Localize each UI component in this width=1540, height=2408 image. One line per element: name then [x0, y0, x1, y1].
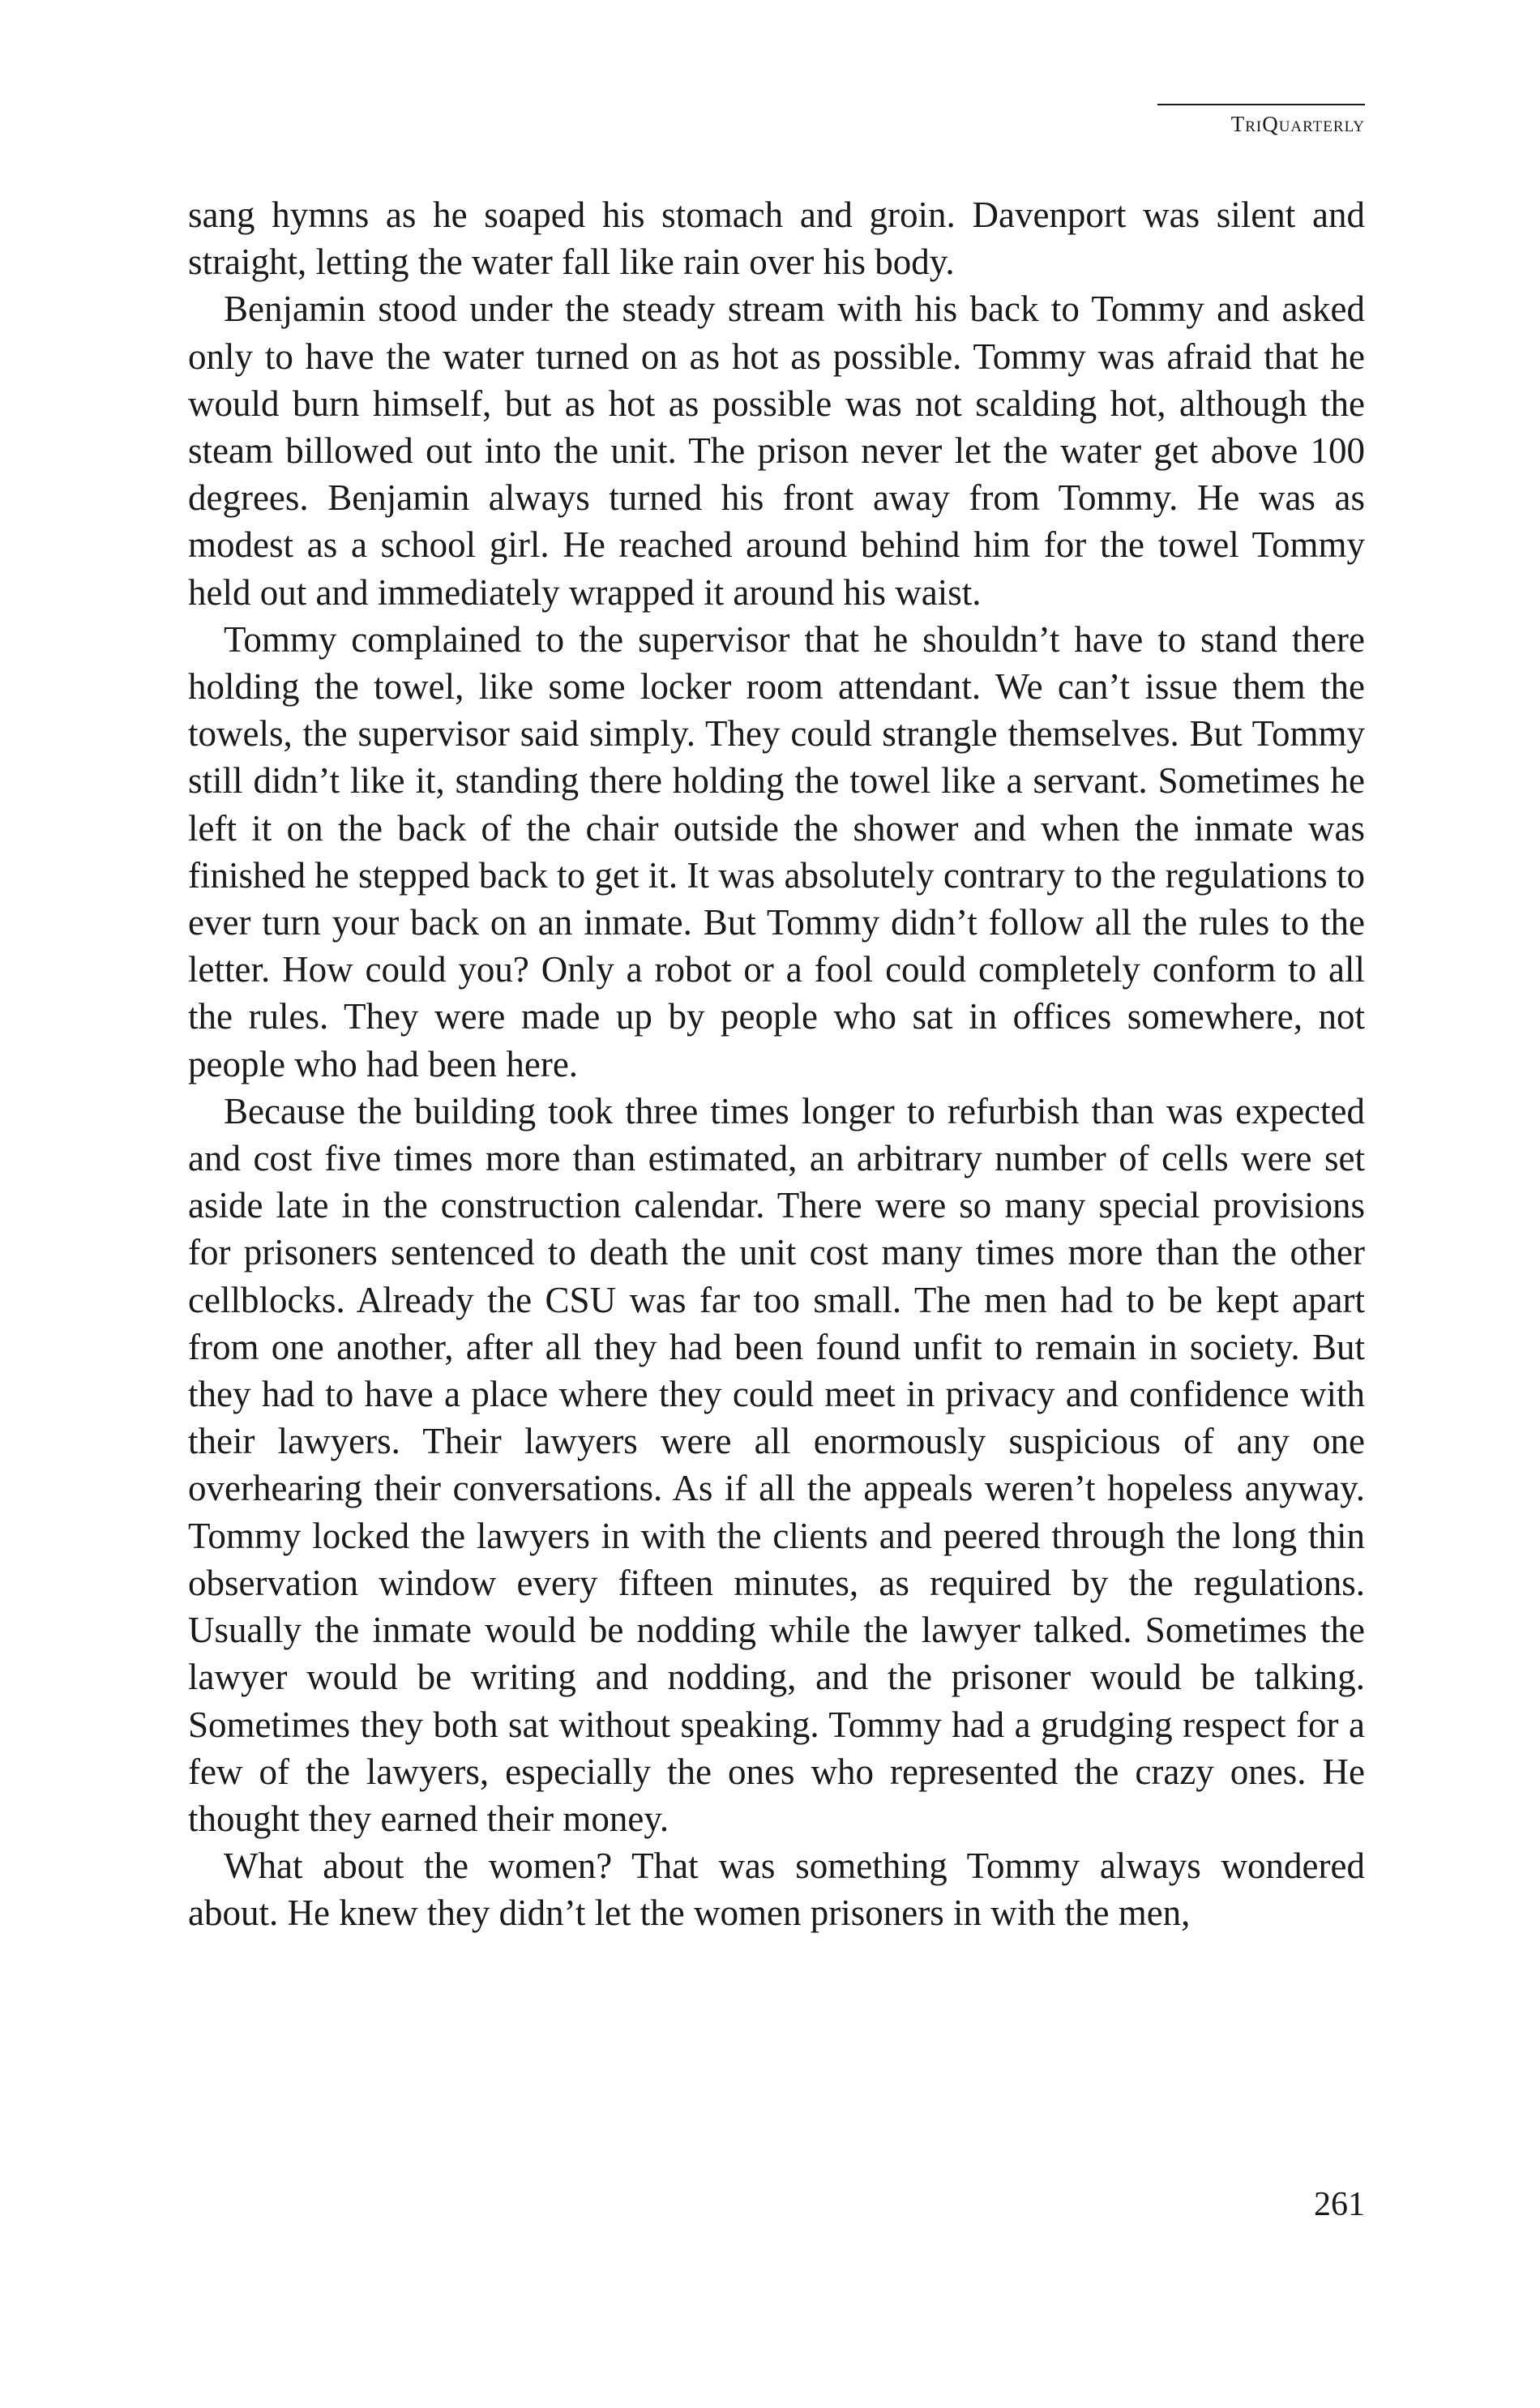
paragraph-4: Because the building took three times longer to refurbish than was expected and cost five times more than estimated, an arbitrary number of cells were set aside late in the construction calendar. There were so many special provisions for prisoners sentenced to death the unit cost many times more than the other cellblocks. Already the CSU was far too small. The men had to be kept apart from one another, after all they had been found unfit to remain in society. But they had to have a place where they could meet in privacy and confidence with their lawyers. Their lawyers were all enormously suspicious of any one overhearing their conversations. As if all the appeals weren’t hopeless anyway. Tommy locked the lawyers in with the clients and peered through the long thin observation window every fifteen minutes, as required by the regulations. Usually the inmate would be nodding while the lawyer talked. Sometimes the lawyer would be writing and nodding, and the prisoner would be talking. Sometimes they both sat without speaking. Tommy had a grudging respect for a few of the lawyers, especially the ones who represented the crazy ones. He thought they earned their money.	[188, 1090, 1365, 1839]
paragraph-2: Benjamin stood under the steady stream with his back to Tommy and asked only to have the water turned on as hot as possible. Tommy was afraid that he would burn himself, but as hot as possible was not scalding hot, although the steam billowed out into the unit. The prison never let the water get above 100 degrees. Benjamin always turned his front away from Tommy. He was as modest as a school girl. He reached around behind him for the towel Tommy held out and immediately wrapped it around his waist.	[188, 289, 1365, 613]
running-head: TriQuarterly	[1157, 104, 1365, 137]
paragraph-1: sang hymns as he soaped his stomach and groin. Davenport was silent and straight, letting the water fall like rain over his body.	[188, 195, 1365, 283]
paragraph-3: Tommy complained to the supervisor that he shouldn’t have to stand there holding the towel, like some locker room attendant. We can’t issue them the towels, the supervisor said simply. They could strangle themselves. But Tommy still didn’t like it, standing there holding the towel like a servant. Sometimes he left it on the back of the chair outside the shower and when the inmate was finished he stepped back to get it. It was absolutely contrary to the regulations to ever turn your back on an inmate. But Tommy didn’t follow all the rules to the letter. How could you? Only a robot or a fool could completely conform to all the rules. They were made up by people who sat in offices somewhere, not people who had been here.	[188, 618, 1365, 1084]
page-number: 261	[1314, 2186, 1365, 2223]
body-text	[188, 191, 1365, 1937]
paragraph-5: What about the women? That was something Tommy always wondered about. He knew they didn’t let the women prisoners in with the men,	[188, 1846, 1365, 1934]
